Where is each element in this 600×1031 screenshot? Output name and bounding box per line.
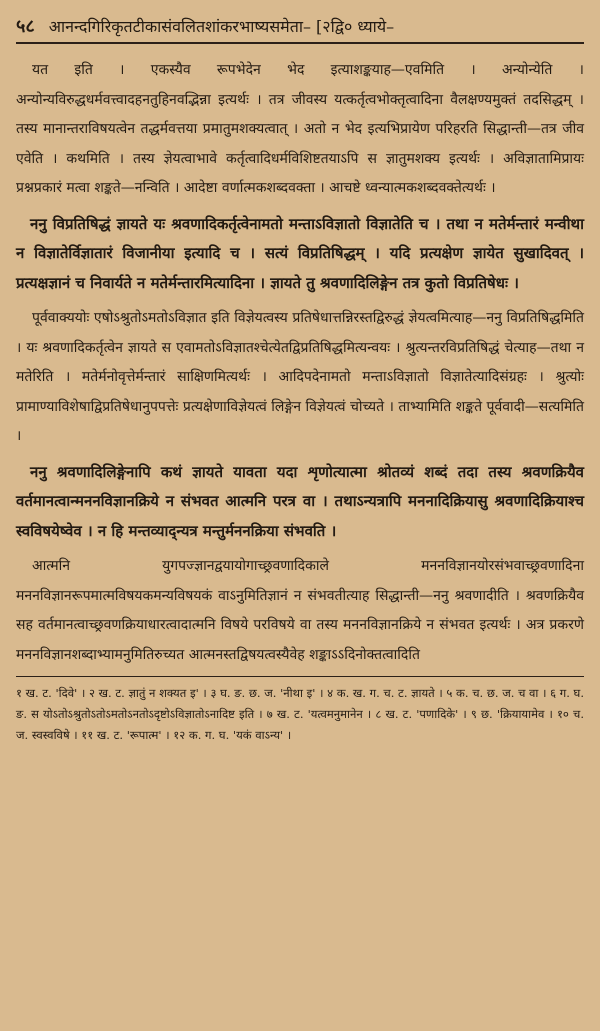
commentary-paragraph: पूर्ववाक्ययोः एषोऽश्रुतोऽमतोऽविज्ञात इति विज्ञेयत्वस्य प्रतिषेधात्तन्निरस्तद्विरुद्धं ज्ञेयत्वमित्याह—ननु विप्रतिषिद्धमिति । यः श्रवणादिकर्तृत्वेन ज्ञायते स एवामतोऽविज्ञातश्चेत्येतद्विप्रतिषिद्धमित्यन्वयः । श्रुत्यन्तरविप्रतिषिद्धं चेत्याह—तथा न मतेरिति । मतेर्मनोवृत्तेर्मन्तारं साक्षिणमित्यर्थः । आदिपदेनामतो मन्ताऽविज्ञातो विज्ञातेत्यादिसंग्रहः । श्रुत्योः प्रामाण्याविशेषाद्विप्रतिषेधानुपपत्तेः प्रत्यक्षेणाविज्ञेयत्वं लिङ्गेन विज्ञेयत्वं चोच्यते । ताभ्यामिति शङ्कते पूर्ववादी—सत्यमिति । — [16, 310, 584, 444]
bhashya-paragraph: ननु विप्रतिषिद्धं ज्ञायते यः श्रवणादिकर्तृत्वेनामतो मन्ताऽविज्ञातो विज्ञातेति च । तथा न मतेर्मन्तारं मन्वीथा न विज्ञातेर्विज्ञातारं विजानीया इत्यादि च । सत्यं विप्रतिषिद्धम् । यदि प्रत्यक्षेण ज्ञायेत सुखादिवत् । प्रत्यक्षज्ञानं च निवार्यते न मतेर्मन्तारमित्यादिना । ज्ञायते तु श्रवणादिलिङ्गेन तत्र कुतो विप्रतिषेधः । — [16, 214, 584, 292]
bhashya-block-2 — [16, 458, 584, 547]
bhashya-block-1 — [16, 210, 584, 299]
running-title: आनन्दगिरिकृतटीकासंवलितशांकरभाष्यसमेता– [२द्वि० ध्याये– — [48, 17, 395, 36]
commentary-paragraph: यत इति । एकस्यैव रूपभेदेन भेद इत्याशङ्कयाह—एवमिति । अन्योन्येति । अन्योन्यविरुद्धधर्मवत्त्वादहनतुहिनवद्भिन्ना इत्यर्थः । तत्र जीवस्य यत्कर्तृत्वभोक्तृत्वादिना वैलक्षण्यमुक्तं तदसिद्धम् । तस्य मानान्तराविषयत्वेन तद्धर्मवत्तया प्रमातुमशक्यत्वात् । अतो न भेद इत्यभिप्रायेण परिहरति सिद्धान्ती—तत्र जीव एवेति । कथमिति । तस्य ज्ञेयत्वाभावे कर्तृत्वादिधर्मविशिष्टतयाऽपि स ज्ञातुमशक्य इत्यर्थः । अविज्ञातामिप्रायः प्रश्नप्रकारं मत्वा शङ्कते—नन्विति । आदेष्टा वर्णात्मकशब्दवक्ता । आचष्टे ध्वन्यात्मकशब्दवक्तेत्यर्थः । — [16, 62, 584, 196]
page-number: ५८ — [16, 16, 35, 37]
bhashya-paragraph: ननु श्रवणादिलिङ्गेनापि कथं ज्ञायते यावता यदा शृणोत्यात्मा श्रोतव्यं शब्दं तदा तस्य श्रवणक्रियैव वर्तमानत्वान्मननविज्ञानक्रिये न संभवत आत्मनि परत्र वा । तथाऽन्यत्रापि मननादिक्रियासु श्रवणादिक्रियाश्च स्वविषयेष्वेव । न हि मन्तव्याद्न्यत्र मन्तुर्मननक्रिया संभवति । — [16, 462, 584, 540]
commentary-block-2 — [16, 304, 584, 452]
commentary-block-1 — [16, 56, 584, 204]
page-header — [16, 14, 584, 40]
footnotes: १ ख. ट. 'दिवे' । २ ख. ट. ज्ञातुं न शक्यत इ' । ३ घ. ङ. छ. ज. 'नीथा इ' । ४ क. ख. ग. च. ट. ज्ञायते । ५ क. च. छ. ज. च वा । ६ ग. घ. ङ. स योऽतोऽश्रुतोऽतोऽमतोऽनतोऽदृष्टोऽविज्ञातोऽनादिष्ट इति । ७ ख. ट. 'यत्वमनुमानेन । ८ ख. ट. 'पणादिके' । ९ छ. 'क्रियायामेव । १० च. ज. स्वस्वविषे । ११ ख. ट. 'रूपात्म' । १२ क. ग. घ. 'यकं वाऽन्य' । — [16, 686, 584, 742]
footnote-divider — [16, 676, 584, 677]
commentary-paragraph: आत्मनि युगपज्ज्ञानद्वयायोगाच्छ्रवणादिकाले मननविज्ञानयोरसंभवाच्छ्रवणादिना मननविज्ञानरूपमात्मविषयकमन्यविषयकं वाऽनुमितिज्ञानं न संभवतीत्याह सिद्धान्ती—ननु श्रवणादीति । श्रवणक्रियैव सह वर्तमानत्वाच्छ्रवणक्रियाधारत्वादात्मनि विषये परविषये वा तस्य मननविज्ञानक्रिये न संभवत इत्यर्थः । अत्र प्रकरणे मननविज्ञानशब्दाभ्यामनुमितिरुच्यत आत्मनस्तद्विषयत्वस्यैवेह शङ्काऽऽदिनोक्तत्वादिति — [16, 558, 584, 663]
commentary-block-3 — [16, 552, 584, 670]
header-rule — [16, 42, 584, 44]
